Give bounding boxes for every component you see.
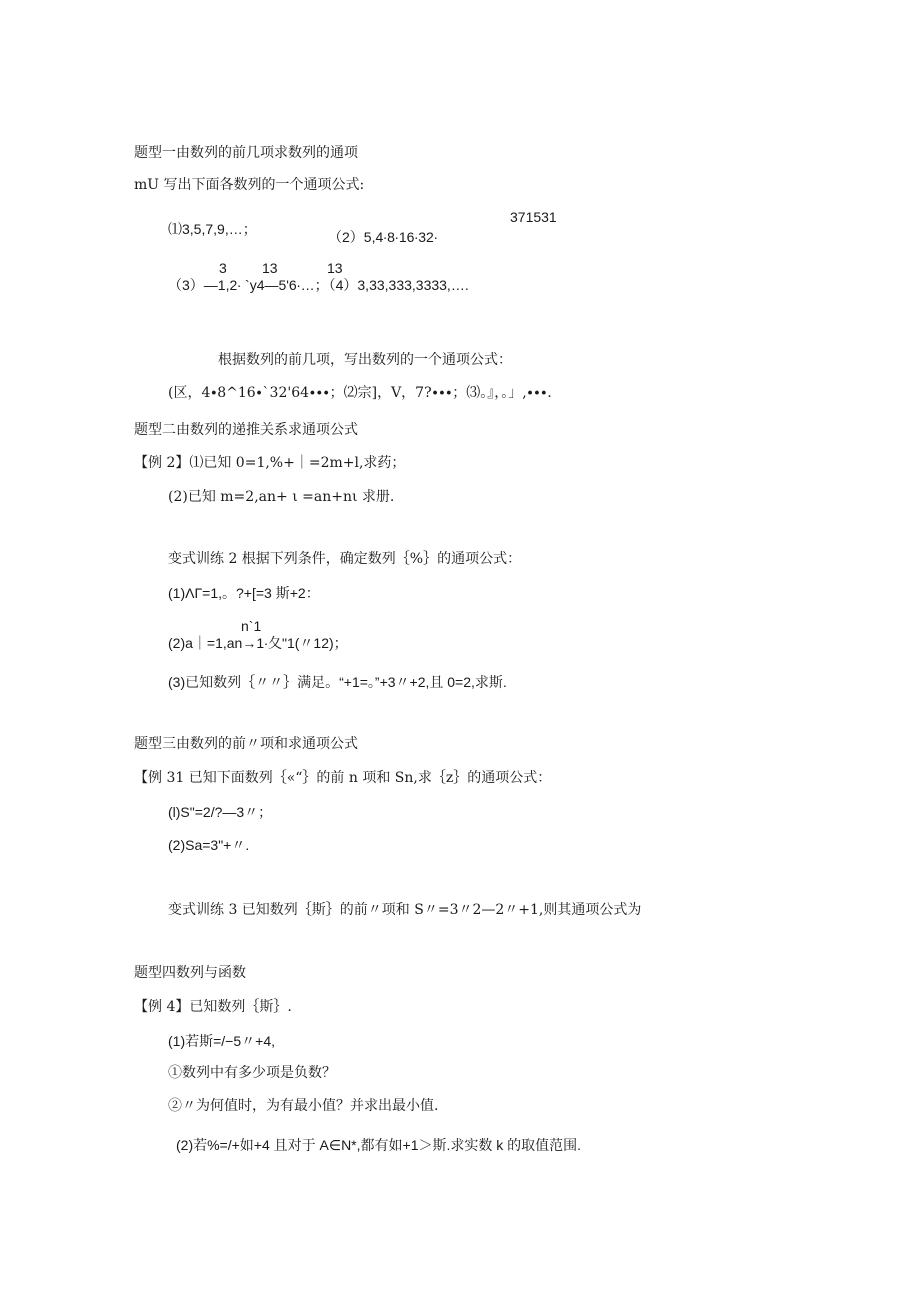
fraction-numerator-a: 3 (219, 260, 227, 276)
variant1-intro: 根据数列的前几项，写出数列的一个通项公式： (218, 352, 512, 368)
example4-intro: 【例 4】已知数列｛斯｝. (134, 999, 292, 1015)
example1-intro: mU 写出下面各数列的一个通项公式: (134, 177, 365, 193)
fraction-numerator-c: 13 (327, 260, 343, 276)
section3-heading: 题型三由数列的前〃项和求通项公式 (134, 736, 358, 752)
example4-question1: ①数列中有多少项是负数？ (168, 1065, 336, 1081)
section4-heading: 题型四数列与函数 (134, 965, 246, 981)
section1-heading: 题型一由数列的前几项求数列的通项 (134, 145, 358, 161)
variant1-items: (区，4∙8^16∙`32'64∙∙∙；⑵宗]，V，7?∙∙∙；⑶。』，。」,∙∙∙. (168, 385, 552, 401)
variant2-intro: 变式训练 2 根据下列条件，确定数列｛%｝的通项公式： (168, 551, 522, 567)
variant2-superscript: n`1 (241, 618, 262, 634)
example4-part2: (2)若%=/+如+4 且对于 A∈N*,都有如+1＞斯.求实数 k 的取值范围. (176, 1137, 582, 1153)
example1-items3-4: （3）—1,2∙ `y4—5'6∙…；（4）3,33,333,3333,…. (168, 277, 469, 293)
section2-heading: 题型二由数列的递推关系求通项公式 (134, 422, 358, 438)
example2-part1: 【例 2】⑴已知 0=1,%+｜=2m+l,求药； (134, 455, 406, 471)
example4-question2: ②〃为何值时，为有最小值？并求出最小值. (168, 1098, 439, 1114)
example4-part1: (1)若斯=/−5〃+4, (168, 1033, 275, 1049)
variant2-item1: (1)ΛΓ=1,。?+[=3 斯+2： (168, 585, 320, 601)
fraction-numerator-b: 13 (262, 260, 278, 276)
variant2-item3: (3)已知数列｛〃〃｝满足。“+1=。”+3〃+2,且 0=2,求斯. (168, 674, 507, 690)
example3-part1: (l)S"=2/?—3〃； (168, 804, 273, 820)
example1-item1: ⑴3,5,7,9,…； (168, 221, 257, 237)
example3-intro: 【例 31 已知下面数列｛«“｝的前 n 项和 Sn,求｛z｝的通项公式： (134, 770, 552, 786)
example3-part2: (2)Sa=3"+〃. (168, 837, 250, 853)
example1-item2: （2）5,4∙8∙16∙32∙ (328, 229, 438, 245)
variant2-item2: (2)a｜=1,an→1∙夂"1(〃12)； (168, 635, 348, 651)
fraction-numerators-right: 371531 (510, 209, 557, 225)
variant3-intro: 变式训练 3 已知数列｛斯｝的前〃项和 S〃=3〃2—2〃+1,则其通项公式为 (168, 902, 642, 918)
example2-part2: (2)已知 m=2,an+ ι =an+nι 求册. (168, 489, 395, 505)
